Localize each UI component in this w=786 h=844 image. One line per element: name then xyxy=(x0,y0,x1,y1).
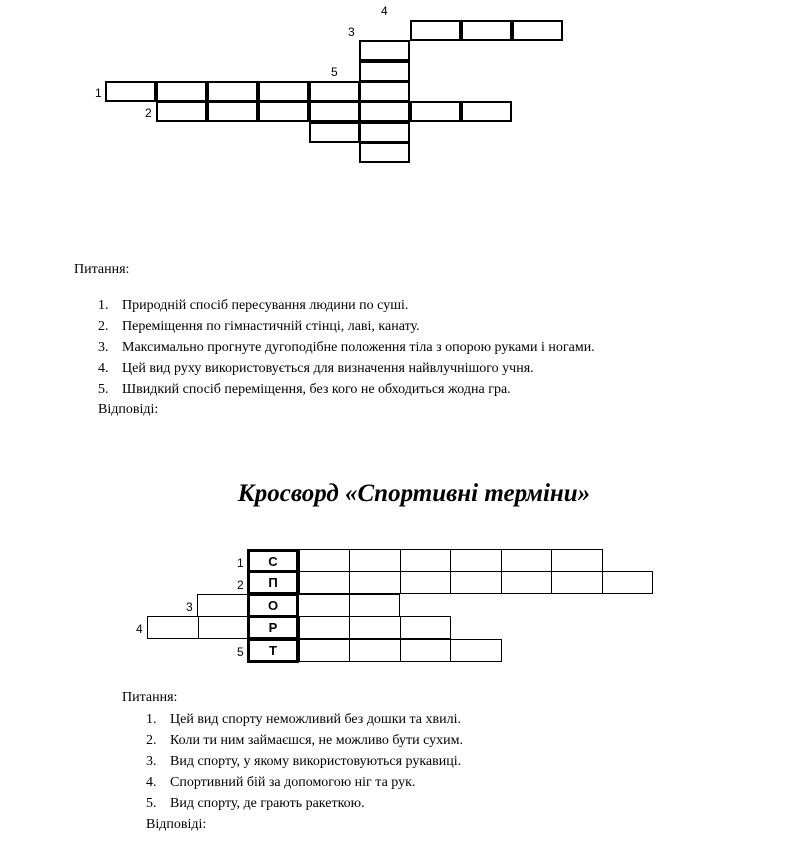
list-item: 4. Цей вид руху використовується для визначення найвлучнішого учня. xyxy=(98,361,534,376)
cw1-questions-heading: Питання: xyxy=(74,262,130,277)
crossword-cell xyxy=(450,549,502,572)
crossword-cell xyxy=(349,594,401,617)
crossword-cell xyxy=(359,142,410,163)
keyword-cell: Т xyxy=(247,638,299,663)
list-item: 3. Вид спорту, у якому використовуються рукавиці. xyxy=(146,754,462,769)
keyword-cell: П xyxy=(247,570,299,595)
crossword-cell xyxy=(147,616,199,639)
crossword-cell xyxy=(359,40,410,61)
list-item: 2. Коли ти ним займаєшся, не можливо бути сухим. xyxy=(146,733,464,748)
crossword-cell xyxy=(501,549,553,572)
cw2-number-1: 1 xyxy=(237,556,244,570)
cw1-number-1: 1 xyxy=(95,86,102,100)
crossword-cell xyxy=(156,81,207,102)
crossword-cell xyxy=(156,101,207,122)
list-item: 5. Швидкий спосіб переміщення, без кого не обходиться жодна гра. xyxy=(98,382,511,397)
crossword-cell xyxy=(207,81,258,102)
cw2-question-list xyxy=(146,709,463,814)
crossword-cell xyxy=(359,61,410,82)
crossword-cell xyxy=(299,571,351,594)
crossword-cell xyxy=(207,101,258,122)
crossword-cell xyxy=(309,101,360,122)
cw2-answers-label: Відповіді: xyxy=(146,817,207,832)
crossword-cell xyxy=(400,616,452,639)
cw2-number-3: 3 xyxy=(186,600,193,614)
crossword-cell xyxy=(410,101,461,122)
cw2-questions-heading: Питання: xyxy=(122,690,178,705)
crossword-cell xyxy=(359,101,410,122)
crossword-cell xyxy=(258,81,309,102)
crossword-cell xyxy=(410,20,461,41)
cw1-number-5: 5 xyxy=(331,65,338,79)
crossword-cell xyxy=(299,639,351,662)
crossword-cell xyxy=(359,81,410,102)
cw2-number-5: 5 xyxy=(237,645,244,659)
list-item: 2. Переміщення по гімнастичній стінці, лаві, канату. xyxy=(98,319,420,334)
crossword-cell xyxy=(105,81,156,102)
crossword-cell xyxy=(198,616,250,639)
crossword-cell xyxy=(349,639,401,662)
crossword-cell xyxy=(512,20,563,41)
crossword-cell xyxy=(551,571,603,594)
crossword-cell xyxy=(197,594,249,617)
crossword-cell xyxy=(461,20,512,41)
cw2-number-2: 2 xyxy=(237,578,244,592)
crossword-cell xyxy=(450,571,502,594)
crossword-cell xyxy=(309,122,360,143)
crossword-cell xyxy=(299,549,351,572)
crossword-cell xyxy=(309,81,360,102)
keyword-cell: О xyxy=(247,593,299,618)
crossword-cell xyxy=(400,639,452,662)
crossword-2-title: Кросворд «Спортивні терміни» xyxy=(237,480,591,507)
cw1-number-2: 2 xyxy=(145,106,152,120)
cw1-question-list xyxy=(98,295,595,400)
cw1-number-4: 4 xyxy=(381,4,388,18)
keyword-cell: С xyxy=(247,549,299,573)
crossword-cell xyxy=(349,616,401,639)
crossword-cell xyxy=(299,616,351,639)
crossword-cell xyxy=(602,571,654,594)
crossword-cell xyxy=(258,101,309,122)
crossword-cell xyxy=(349,549,401,572)
crossword-cell xyxy=(450,639,502,662)
cw1-answers-label: Відповіді: xyxy=(98,402,159,417)
crossword-cell xyxy=(400,549,452,572)
list-item: 1. Природній спосіб пересування людини по суші. xyxy=(98,298,409,313)
crossword-cell xyxy=(461,101,512,122)
crossword-cell xyxy=(501,571,553,594)
crossword-cell xyxy=(551,549,603,572)
crossword-cell xyxy=(359,122,410,143)
list-item: 1. Цей вид спорту неможливий без дошки та хвилі. xyxy=(146,712,461,727)
keyword-cell: Р xyxy=(247,615,299,640)
crossword-cell xyxy=(349,571,401,594)
crossword-cell xyxy=(400,571,452,594)
list-item: 5. Вид спорту, де грають ракеткою. xyxy=(146,796,365,811)
list-item: 3. Максимально прогнуте дугоподібне положення тіла з опорою руками і ногами. xyxy=(98,340,595,355)
list-item: 4. Спортивний бій за допомогою ніг та рук. xyxy=(146,775,416,790)
cw1-number-3: 3 xyxy=(348,25,355,39)
cw2-number-4: 4 xyxy=(136,622,143,636)
crossword-cell xyxy=(298,594,350,617)
